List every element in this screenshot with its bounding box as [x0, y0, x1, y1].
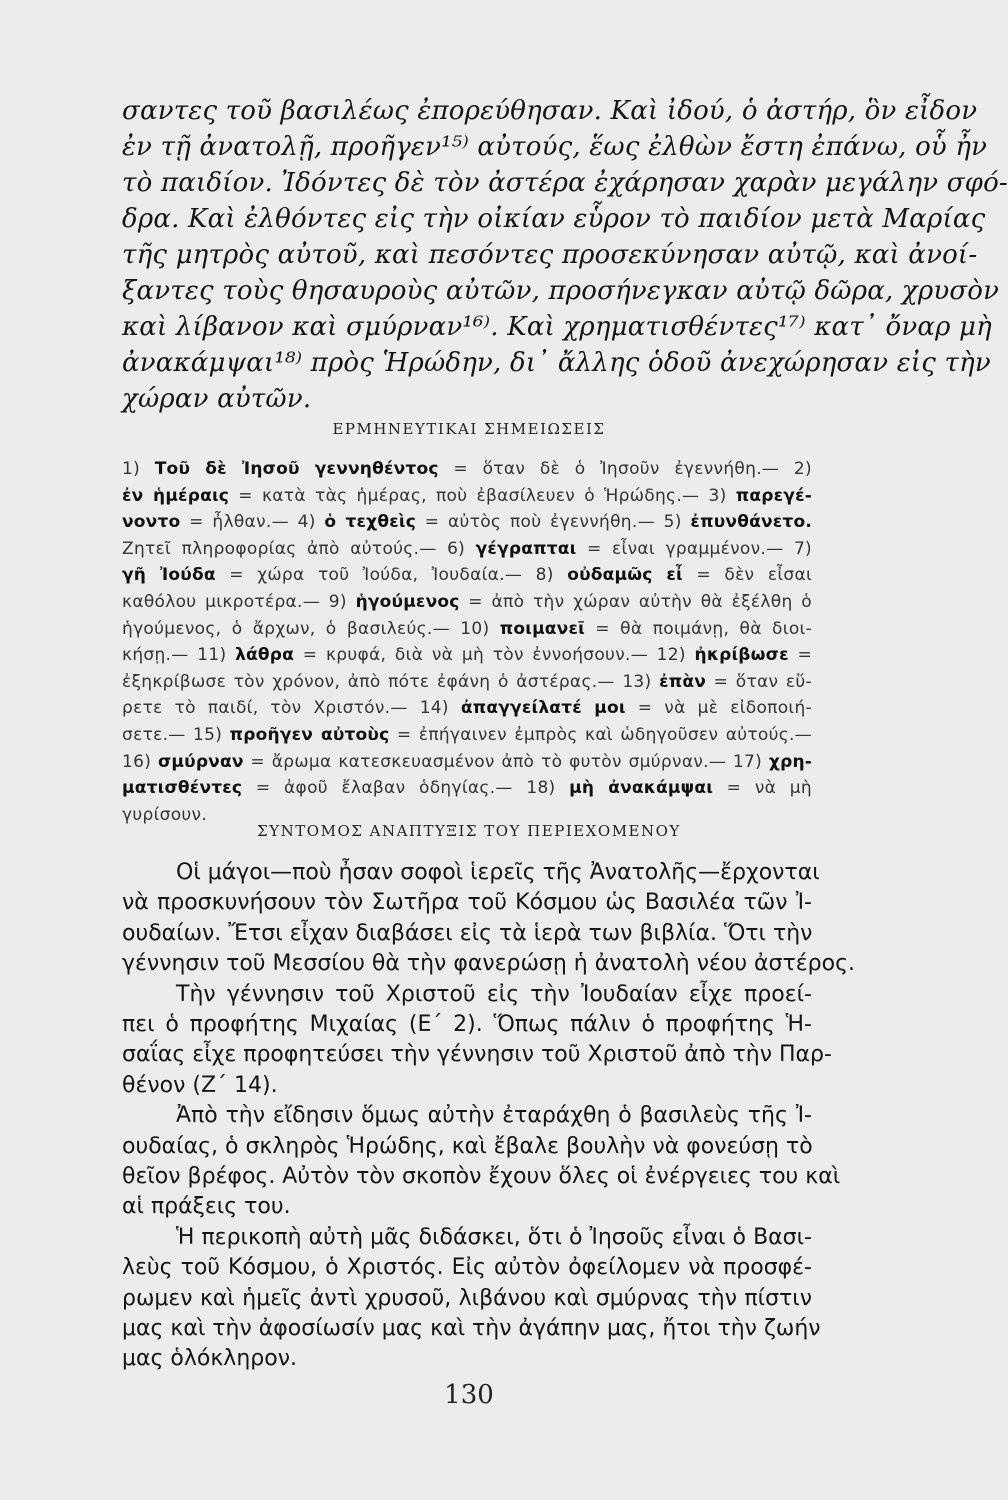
- note-term: μὴ ἀνακάμψαι: [569, 778, 714, 799]
- note-term: ἐπυνθάνετο.: [690, 512, 812, 533]
- note-text: = ἐπήγαινεν ἐμπρὸς καὶ ὡδηγοῦσεν αὐτούς.—: [389, 725, 812, 745]
- note-text: 16): [122, 751, 158, 772]
- note-text: = κατὰ τὰς ἡμέρας, ποὺ ἐβασίλευεν ὁ Ἡρώδης.— 3): [229, 485, 736, 506]
- note-text: = δὲν εἶσαι: [682, 565, 813, 586]
- note-term: ἐπὰν: [659, 671, 707, 692]
- note-line: [122, 775, 812, 801]
- gospel-line: ἀνακάμψαι¹⁸⁾ πρὸς Ἡρώδην, δι᾽ ἄλλης ὁδοῦ ἀνεχώρησαν εἰς τὴν: [122, 348, 991, 378]
- note-text: σετε.— 15): [122, 725, 230, 745]
- note-term: οὐδαμῶς εἶ: [567, 565, 683, 586]
- note-text: = κρυφά, διὰ νὰ μὴ τὸν ἐννοήσουν.— 12): [294, 645, 695, 666]
- gospel-line: ξαντες τοὺς θησαυροὺς αὐτῶν, προσήνεγκαν αὐτῷ δῶρα, χρυσὸν: [122, 276, 1000, 306]
- note-text: = ὅταν δὲ ὁ Ἰησοῦν ἐγεννήθη.— 2): [438, 459, 812, 479]
- note-term: ἠκρίβωσε: [694, 645, 789, 666]
- note-text: = νὰ μὴ: [713, 778, 813, 799]
- note-text: = χώρα τοῦ Ἰούδα, Ἰουδαία.— 8): [215, 565, 568, 586]
- summary-line: νὰ προσκυνήσουν τὸν Σωτῆρα τοῦ Κόσμου ὡς Βασιλέα τῶν Ἰ-: [122, 890, 812, 916]
- note-line: [122, 509, 812, 535]
- summary-line: Οἱ μάγοι—ποὺ ἦσαν σοφοὶ ἱερεῖς τῆς Ἀνατολῆς—ἔρχονται: [176, 860, 820, 885]
- note-text: = ἀφοῦ ἔλαβαν ὁδηγίας.— 18): [242, 778, 570, 799]
- note-text: = εἶναι γραμμένον.— 7): [576, 538, 812, 559]
- summary-line: ρωμεν καὶ ἡμεῖς ἀντὶ χρυσοῦ, λιβάνου καὶ σμύρνας τὴν πίστιν: [122, 1285, 812, 1311]
- note-term: λάθρα: [235, 645, 295, 666]
- summary-line: μας ὁλόκληρον.: [122, 1346, 297, 1372]
- gospel-line: τῆς μητρὸς αὐτοῦ, καὶ πεσόντες προσεκύνησαν αὐτῷ, καὶ ἀνοί-: [122, 240, 978, 270]
- note-term: ματισθέντες: [122, 778, 243, 799]
- summary-line: αἱ πράξεις του.: [122, 1194, 291, 1220]
- summary-line: θένον (Ζ΄ 14).: [122, 1072, 278, 1098]
- note-line: [122, 695, 812, 721]
- note-term: παρεγέ-: [735, 485, 813, 506]
- summary-line: Ἡ περικοπὴ αὐτὴ μᾶς διδάσκει, ὅτι ὁ Ἰησοῦς εἶναι ὁ Βασι-: [176, 1224, 812, 1250]
- note-text: ἐξηκρίβωσε τὸν χρόνον, ἀπὸ πότε ἐφάνη ὁ ἀστέρας.— 13): [122, 671, 660, 692]
- summary-line: λεὺς τοῦ Κόσμου, ὁ Χριστός. Εἰς αὐτὸν ὀφείλομεν νὰ προσφέ-: [122, 1255, 812, 1281]
- note-text: κήσῃ.— 11): [122, 645, 236, 666]
- note-term: ὁ τεχθεὶς: [324, 512, 416, 533]
- note-term: γέγραπται: [475, 538, 577, 559]
- summary-line: ουδαίων. Ἔτσι εἶχαν διαβάσει εἰς τὰ ἱερὰ των βιβλία. Ὅτι τὴν: [122, 920, 813, 946]
- gospel-line: δρα. Καὶ ἐλθόντες εἰς τὴν οἰκίαν εὗρον τὸ παιδίον μετὰ Μαρίας: [122, 204, 986, 234]
- note-term: σμύρναν: [157, 751, 244, 772]
- note-line: [122, 483, 812, 509]
- note-term: χρη-: [768, 751, 812, 772]
- note-text: ρετε τὸ παιδί, τὸν Χριστόν.— 14): [122, 698, 461, 719]
- note-line: [122, 536, 812, 562]
- note-term: νοντο: [122, 512, 181, 533]
- note-term: ἀπαγγείλατέ μοι: [460, 698, 626, 719]
- note-text: = ἦλθαν.— 4): [180, 512, 325, 533]
- summary-line: θεῖον βρέφος. Αὐτὸν τὸν σκοπὸν ἔχουν ὅλες οἱ ἐνέργειες του καὶ: [122, 1164, 841, 1189]
- note-term: ποιμανεῖ: [499, 618, 585, 639]
- note-text: καθόλου μικροτέρα.— 9): [122, 592, 356, 612]
- summary-heading: ΣΥΝΤΟΜΟΣ ΑΝΑΠΤΥΞΙΣ ΤΟΥ ΠΕΡΙΕΧΟΜΕΝΟΥ: [257, 822, 681, 840]
- note-line: [122, 642, 812, 668]
- note-line: [122, 722, 812, 748]
- summary-line: ουδαίας, ὁ σκληρὸς Ἡρώδης, καὶ ἔβαλε βουλὴν νὰ φονεύσῃ τὸ: [122, 1133, 813, 1159]
- note-term: ἡγούμενος: [355, 592, 460, 612]
- note-line: [122, 456, 812, 482]
- note-line: [122, 616, 812, 642]
- note-term: προῆγεν αὐτοὺς: [229, 725, 390, 745]
- note-text: = ἄρωμα κατεσκευασμένον ἀπὸ τὸ φυτὸν σμύρναν.— 17): [243, 751, 769, 772]
- note-text: = ὅταν εὕ-: [706, 671, 812, 692]
- gospel-line: ἐν τῇ ἀνατολῇ, προῆγεν¹⁵⁾ αὐτούς, ἕως ἐλθὼν ἔστη ἐπάνω, οὗ ἦν: [122, 132, 988, 162]
- summary-line: μας καὶ τὴν ἀφοσίωσίν μας καὶ τὴν ἀγάπην μας, ἤτοι τὴν ζωήν: [122, 1316, 821, 1341]
- note-line: [122, 589, 812, 615]
- note-text: Ζητεῖ πληροφορίας ἀπὸ αὐτούς.— 6): [122, 538, 476, 559]
- note-line: [122, 749, 812, 775]
- notes-heading: ΕΡΜΗΝΕΥΤΙΚΑΙ ΣΗΜΕΙΩΣΕΙΣ: [332, 420, 606, 438]
- note-text: = νὰ μὲ εἰδοποιή-: [625, 698, 812, 719]
- gospel-line: σαντες τοῦ βασιλέως ἐπορεύθησαν. Καὶ ἰδού, ὁ ἀστήρ, ὃν εἶδον: [122, 96, 978, 126]
- summary-line: σαΐας εἶχε προφητεύσει τὴν γέννησιν τοῦ Χριστοῦ ἀπὸ τὴν Παρ-: [122, 1042, 832, 1068]
- note-text: = θὰ ποιμάνῃ, θὰ διοι-: [584, 618, 813, 639]
- page-number: 130: [444, 1380, 494, 1410]
- gospel-line: καὶ λίβανον καὶ σμύρναν¹⁶⁾. Καὶ χρηματισθέντες¹⁷⁾ κατ᾽ ὄναρ μὴ: [122, 312, 992, 342]
- gospel-line: τὸ παιδίον. Ἰδόντες δὲ τὸν ἀστέρα ἐχάρησαν χαρὰν μεγάλην σφό-: [122, 168, 1008, 198]
- note-line: [122, 669, 812, 695]
- note-text: 1): [122, 459, 155, 479]
- note-text: =: [788, 645, 812, 666]
- summary-line: πει ὁ προφήτης Μιχαίας (Ε΄ 2). Ὅπως πάλιν ὁ προφήτης Ἡ-: [122, 1012, 812, 1037]
- note-text: = αὐτὸς ποὺ ἐγεννήθη.— 5): [416, 512, 691, 533]
- note-text: γυρίσουν.: [122, 804, 208, 825]
- note-term: Τοῦ δὲ Ἰησοῦ γεννηθέντος: [154, 459, 439, 479]
- note-text: ἡγούμενος, ὁ ἄρχων, ὁ βασιλεύς.— 10): [122, 618, 500, 639]
- summary-line: Τὴν γέννησιν τοῦ Χριστοῦ εἰς τὴν Ἰουδαίαν εἶχε προεί-: [176, 981, 812, 1007]
- note-text: = ἀπὸ τὴν χώραν αὐτὴν θὰ ἐξέλθη ὁ: [459, 592, 812, 612]
- note-term: γῆ Ἰούδα: [122, 565, 216, 586]
- summary-line: γέννησιν τοῦ Μεσσίου θὰ τὴν φανερώσῃ ἡ ἀνατολὴ νέου ἀστέρος.: [122, 951, 855, 977]
- note-term: ἐν ἡμέραις: [122, 485, 230, 506]
- gospel-line: χώραν αὐτῶν.: [122, 384, 312, 414]
- summary-line: Ἀπὸ τὴν εἴδησιν ὅμως αὐτὴν ἐταράχθη ὁ βασιλεὺς τῆς Ἰ-: [176, 1103, 812, 1129]
- note-line: [122, 562, 812, 588]
